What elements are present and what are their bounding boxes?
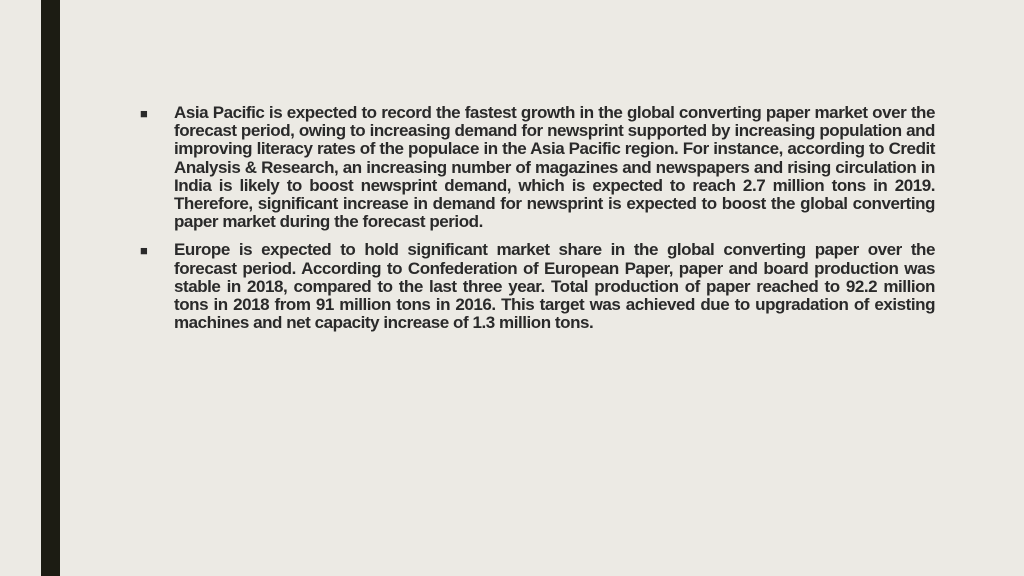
bullet-item-europe (140, 241, 935, 332)
bullet-item-asia-pacific (140, 104, 935, 231)
square-bullet-icon: ■ (140, 243, 148, 259)
bullet-text: Europe is expected to hold significant market share in the global converting paper over the forecast period. According to Confederation of European Paper, paper and board production was stable in 2018, compared to the last three year. Total production of paper reached to 92.2 million tons in 2018 from 91 million tons in 2016. This target was achieved due to upgradation of existing machines and net capacity increase of 1.3 million tons. (174, 240, 935, 333)
square-bullet-icon: ■ (140, 106, 148, 121)
left-accent-bar (41, 0, 60, 576)
slide-body (140, 104, 935, 342)
bullet-text: Asia Pacific is expected to record the fastest growth in the global converting paper market over the forecast period, owing to increasing demand for newsprint supported by increasing population and improving literacy rates of the populace in the Asia Pacific region. For instance, according to Credit Analysis & Research, an increasing number of magazines and newspapers and rising circulation in India is likely to boost newsprint demand, which is expected to reach 2.7 million tons in 2019. Therefore, significant increase in demand for newsprint is expected to boost the global converting paper market during the forecast period. (174, 103, 935, 232)
